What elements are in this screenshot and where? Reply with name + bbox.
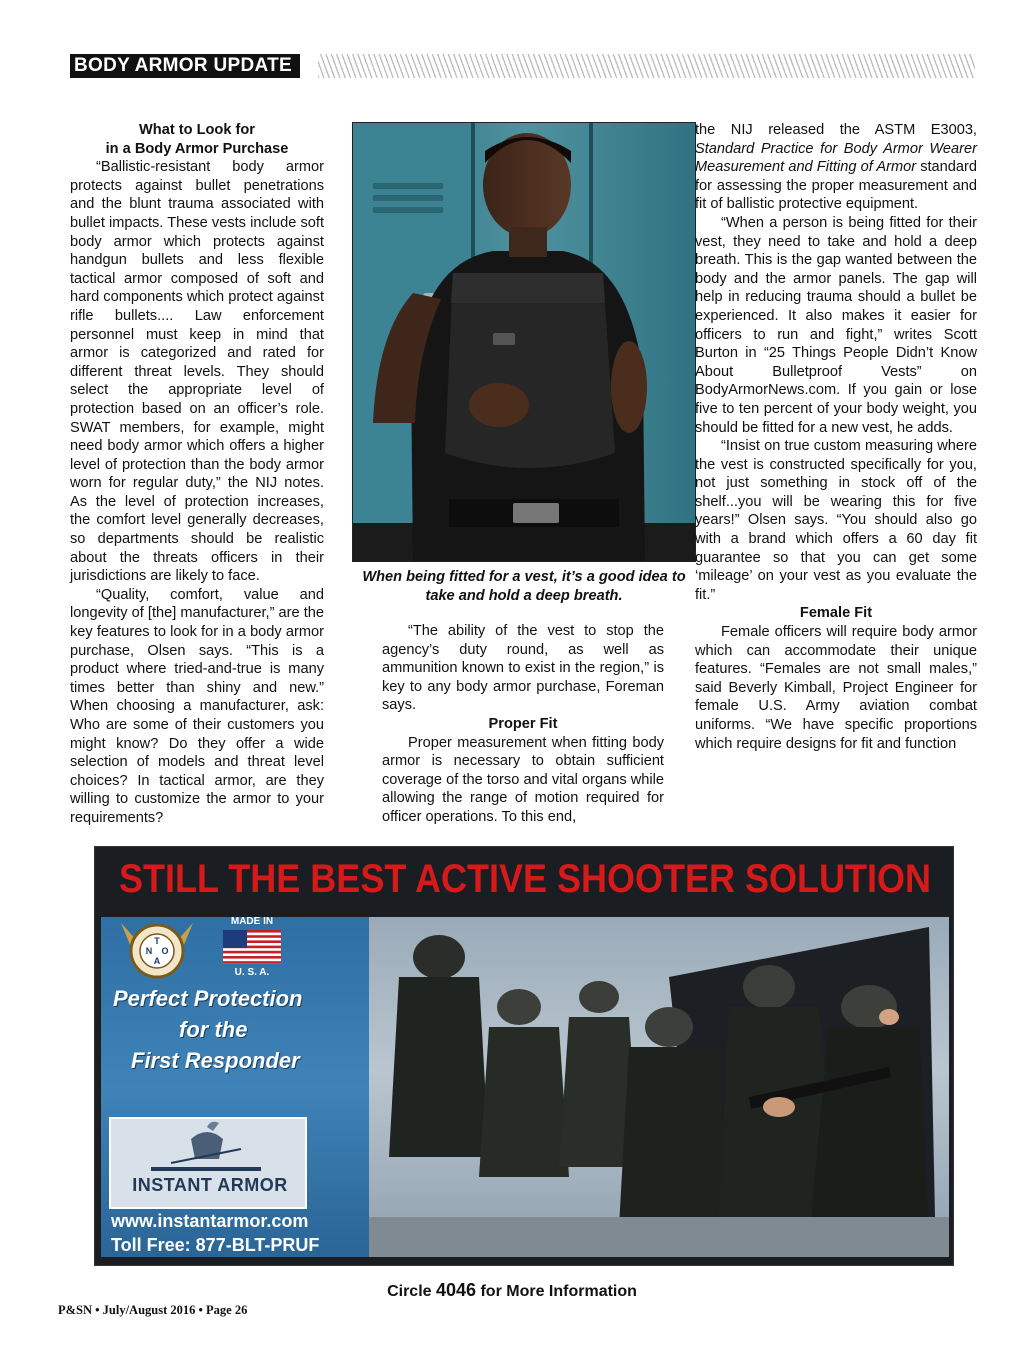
seal-letter: T xyxy=(154,936,160,946)
subheading-female-fit: Female Fit xyxy=(799,605,873,622)
ad-tagline xyxy=(113,983,353,1076)
logo-text: INSTANT ARMOR xyxy=(132,1175,288,1195)
standard-title: Standard Practice for Body Armor Wearer Measurement and Fitting of Armor xyxy=(695,140,977,176)
subheading-what-to-look-for: What to Look for xyxy=(139,122,255,138)
article-column-left xyxy=(70,121,324,828)
ad-phone-number: Toll Free: 877-BLT-PRUF xyxy=(111,1235,320,1255)
article-column-middle xyxy=(382,622,664,827)
us-flag-icon xyxy=(223,930,281,964)
advertisement[interactable] xyxy=(94,846,954,1266)
paragraph: Female officers will require body armor which can accommodate their unique features. “Females are not small males,” said Beverly Kimball, Project Engineer for female U.S. Army aviation combat uniforms. “We have specific proportions which require designs for fit and function xyxy=(695,624,977,752)
reader-service-line xyxy=(0,1280,1024,1301)
made-in-usa-badge xyxy=(219,915,285,979)
tagline-line: Perfect Protection xyxy=(113,986,303,1011)
section-header xyxy=(70,54,975,78)
tagline-line: First Responder xyxy=(131,1048,300,1073)
ad-headline: STILL THE BEST ACTIVE SHOOTER SOLUTION xyxy=(118,855,932,901)
usa-label: U. S. A. xyxy=(234,967,270,978)
photo-caption: When being fitted for a vest, it’s a good idea to take and hold a deep breath. xyxy=(362,569,686,604)
text-run: standard for assessing the proper measurement and fit of ballistic protective equipment. xyxy=(695,159,977,213)
ad-website-link[interactable]: www.instantarmor.com xyxy=(111,1211,309,1231)
instant-armor-logo xyxy=(109,1117,307,1209)
section-label: BODY ARMOR UPDATE xyxy=(70,54,300,78)
circle-suffix: for More Information xyxy=(476,1283,637,1300)
paragraph: “When a person is being fitted for their vest, they need to take and hold a deep breath. This is the gap wanted between the body and the armor panels. The gap will help in reducing trauma should a bullet be experienced. It also makes it easier for officers to run and fight,” writes Scott Burton in “25 Things People Didn’t Know About Bulletproof Vests” on BodyArmorNews.com. If you gain or lose five to ten percent of your body weight, you should be fitted for a new vest, he adds. xyxy=(695,214,977,436)
seal-letter: A xyxy=(153,956,161,966)
section-header-hatch xyxy=(318,54,975,78)
paragraph: “Insist on true custom measuring where the vest is constructed specifically for you, not just something in stock off of the shelf...you will be wearing this for five years!” Olsen says. “You should also go with a brand which offers a 60 day fit guarantee so that you can get some ‘mileage’ on your vest as you evaluate the fit.” xyxy=(695,438,977,603)
article-photo xyxy=(352,122,696,562)
paragraph: Proper measurement when fitting body armor is necessary to obtain sufficient coverage of the torso and vital organs while allowing the range of motion required for officer operations. To this end, xyxy=(382,734,664,825)
ad-photo-tactical-team xyxy=(369,917,949,1257)
association-seal-icon xyxy=(117,913,197,987)
subheading-proper-fit: Proper Fit xyxy=(488,715,558,732)
circle-number: 4046 xyxy=(435,1280,477,1300)
paragraph: “Ballistic-resistant body armor protects against bullet penetrations and the blunt trauma associated with bullet impacts. These vests include soft body armor which protects against handgun bullets and less flexible tactical armor composed of soft and hard components which protect against rifle bullets.... Law enforcement personnel must keep in mind that armor is categorized and rated for different threat levels. They should select the appropriate level of protection based on an officer’s role. SWAT members, for example, might need body armor which offers a higher level of protection than the body armor worn for regular duty,” the NIJ notes. As the level of protection increases, the comfort level generally decreases, so departments should be realistic about the threats officers in their jurisdictions are likely to face. xyxy=(70,159,324,585)
paragraph: “Quality, comfort, value and longevity of [the] manufacturer,” are the key features to look for in a body armor purchase, Olsen says. “This is a product where tried-and-true is many times better than shiny and new.” When choosing a manufacturer, ask: Who are some of their customers you might know? Do they offer a wide selection of models and threat level choices? In tactical armor, are they willing to customize the armor to your requirements? xyxy=(70,586,324,826)
made-in-label: MADE IN xyxy=(230,916,274,927)
circle-prefix: Circle xyxy=(387,1283,436,1300)
article-column-right xyxy=(695,121,977,753)
seal-letter: N xyxy=(145,946,153,956)
tagline-line: for the xyxy=(179,1017,248,1042)
paragraph: “The ability of the vest to stop the agency’s duty round, as well as ammunition known to exist in the region,” is key to any body armor purchase, Foreman says. xyxy=(382,623,664,714)
subheading-body-armor-purchase: in a Body Armor Purchase xyxy=(105,140,289,157)
page-footer: P&SN • July/August 2016 • Page 26 xyxy=(58,1303,248,1317)
paragraph xyxy=(695,121,977,214)
spartan-warrior-icon xyxy=(111,1119,305,1179)
seal-letter: O xyxy=(161,946,169,956)
text-run: the NIJ released the ASTM E3003, xyxy=(695,122,977,138)
